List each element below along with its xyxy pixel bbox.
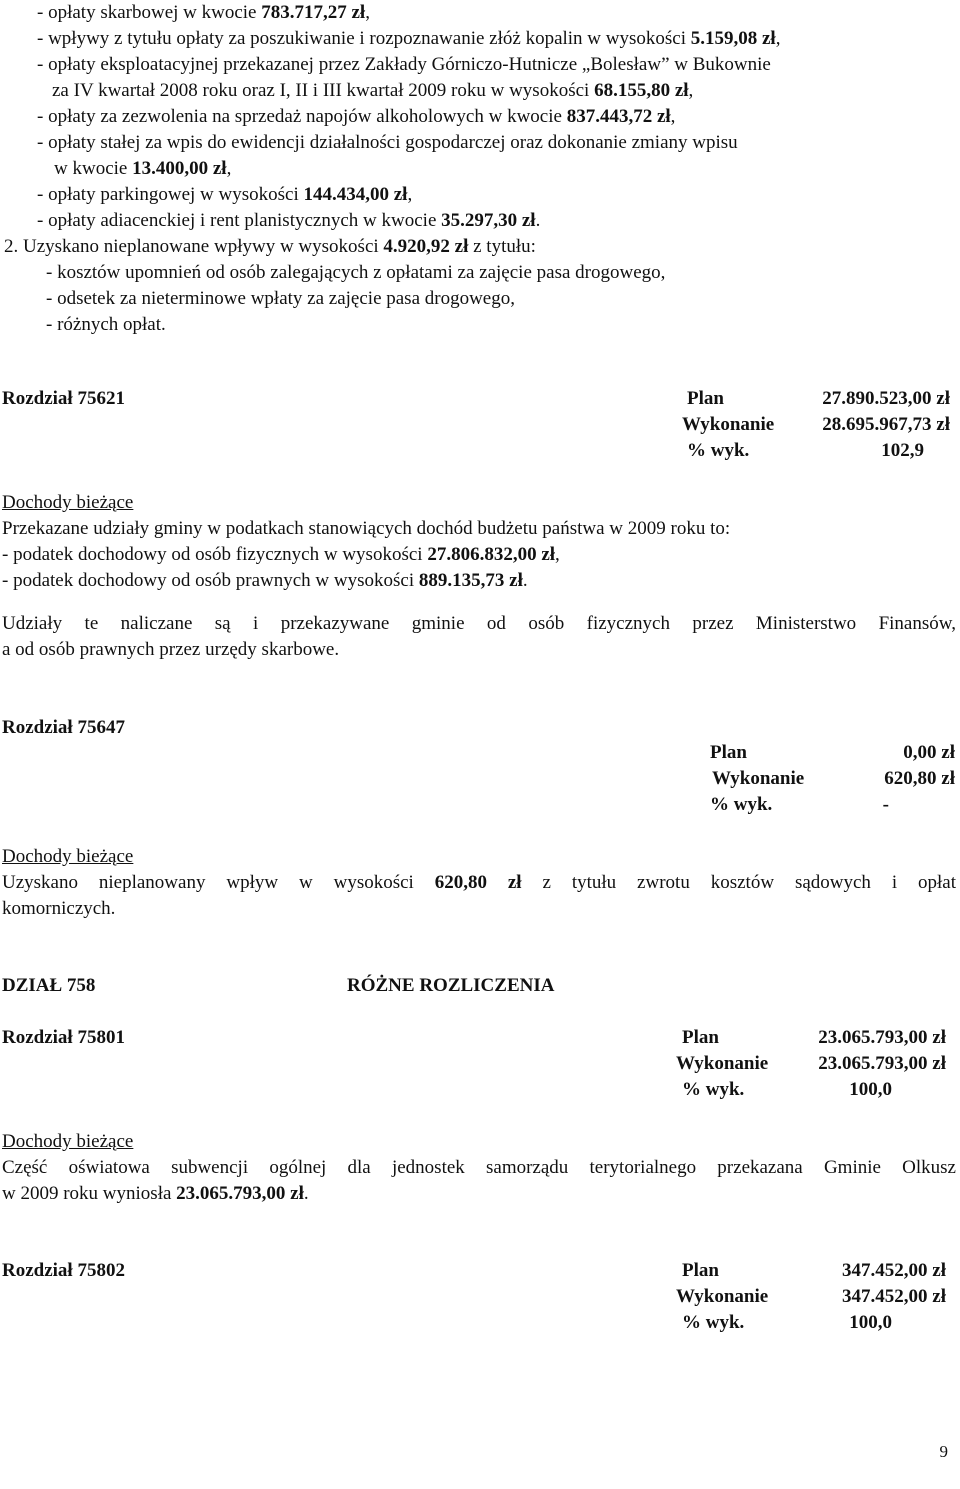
r75802-pct-label: % wyk. — [682, 1312, 745, 1333]
r75801-wyk-value: 23.065.793,00 zł — [818, 1053, 946, 1074]
r75621-pct-value: 102,9 — [881, 440, 924, 461]
r75802-pct-value: 100,0 — [849, 1312, 892, 1333]
r75647-wyk-label: Wykonanie — [712, 768, 805, 789]
r75621-line-1: - podatek dochodowy od osób fizycznych w wysokości 27.806.832,00 zł, — [2, 544, 560, 565]
intro-line-4: za IV kwartał 2008 roku oraz I, II i III kwartał 2009 roku w wysokości 68.155,80 zł, — [52, 80, 694, 101]
r75801-plan-label: Plan — [682, 1027, 719, 1048]
point-2-sub-2: - odsetek za nieterminowe wpłaty za zajęcie pasa drogowego, — [46, 288, 515, 309]
r75647-para-2: komorniczych. — [2, 898, 116, 919]
intro-line-7: w kwocie 13.400,00 zł, — [54, 158, 232, 179]
r75647-para-1: Uzyskano nieplanowany wpływ w wysokości 620,80 zł z tytułu zwrotu kosztów sądowych i opłat — [2, 872, 956, 893]
r75621-dochody-heading: Dochody bieżące — [2, 492, 134, 513]
r75621-title: Rozdział 75621 — [2, 388, 125, 409]
r75801-wyk-label: Wykonanie — [676, 1053, 769, 1074]
r75802-wyk-label: Wykonanie — [676, 1286, 769, 1307]
r75647-dochody-heading: Dochody bieżące — [2, 846, 134, 867]
r75801-para-2: w 2009 roku wyniosła 23.065.793,00 zł. — [2, 1183, 309, 1204]
r75621-para-2: a od osób prawnych przez urzędy skarbowe. — [2, 639, 340, 660]
intro-line-1: - opłaty skarbowej w kwocie 783.717,27 zł, — [37, 2, 370, 23]
point-2: 2. Uzyskano nieplanowane wpływy w wysokości 4.920,92 zł z tytułu: — [4, 236, 536, 257]
r75621-plan-label: Plan — [687, 388, 724, 409]
r75802-plan-label: Plan — [682, 1260, 719, 1281]
r75801-dochody-heading: Dochody bieżące — [2, 1131, 134, 1152]
intro-line-5: - opłaty za zezwolenia na sprzedaż napojów alkoholowych w kwocie 837.443,72 zł, — [37, 106, 676, 127]
intro-line-8: - opłaty parkingowej w wysokości 144.434,00 zł, — [37, 184, 413, 205]
r75621-wyk-label: Wykonanie — [682, 414, 775, 435]
intro-line-3: - opłaty eksploatacyjnej przekazanej przez Zakłady Górniczo-Hutnicze „Bolesław” w Bukownie — [37, 54, 771, 75]
r75801-pct-value: 100,0 — [849, 1079, 892, 1100]
r75621-intro: Przekazane udziały gminy w podatkach stanowiących dochód budżetu państwa w 2009 roku to: — [2, 518, 731, 539]
intro-line-9: - opłaty adiacenckiej i rent planistycznych w kwocie 35.297,30 zł. — [37, 210, 541, 231]
r75802-plan-value: 347.452,00 zł — [842, 1260, 946, 1281]
r75621-line-2: - podatek dochodowy od osób prawnych w wysokości 889.135,73 zł. — [2, 570, 528, 591]
r75801-plan-value: 23.065.793,00 zł — [818, 1027, 946, 1048]
r75621-pct-label: % wyk. — [687, 440, 750, 461]
r75801-pct-label: % wyk. — [682, 1079, 745, 1100]
point-2-sub-3: - różnych opłat. — [46, 314, 166, 335]
r75647-pct-label: % wyk. — [710, 794, 773, 815]
point-2-sub-1: - kosztów upomnień od osób zalegających z opłatami za zajęcie pasa drogowego, — [46, 262, 666, 283]
r75802-title: Rozdział 75802 — [2, 1260, 125, 1281]
page-number: 9 — [939, 1442, 948, 1461]
r75647-plan-value: 0,00 zł — [903, 742, 955, 763]
r75802-wyk-value: 347.452,00 zł — [842, 1286, 946, 1307]
dzial-name: RÓŻNE ROZLICZENIA — [347, 975, 555, 996]
intro-line-2: - wpływy z tytułu opłaty za poszukiwanie i rozpoznawanie złóż kopalin w wysokości 5.159,08 zł, — [37, 28, 781, 49]
r75801-para-1: Część oświatowa subwencji ogólnej dla jednostek samorządu terytorialnego przekazana Gminie Olkusz — [2, 1157, 956, 1178]
r75621-plan-value: 27.890.523,00 zł — [822, 388, 950, 409]
r75647-wyk-value: 620,80 zł — [884, 768, 955, 789]
intro-line-6: - opłaty stałej za wpis do ewidencji działalności gospodarczej oraz dokonanie zmiany wpisu — [37, 132, 738, 153]
r75647-pct-value: - — [882, 794, 889, 815]
r75801-title: Rozdział 75801 — [2, 1027, 125, 1048]
r75647-title: Rozdział 75647 — [2, 717, 125, 738]
r75621-wyk-value: 28.695.967,73 zł — [822, 414, 950, 435]
r75647-plan-label: Plan — [710, 742, 747, 763]
r75621-para-1: Udziały te naliczane są i przekazywane gminie od osób fizycznych przez Ministerstwo Finansów, — [2, 613, 956, 634]
dzial-code: DZIAŁ 758 — [2, 975, 96, 996]
